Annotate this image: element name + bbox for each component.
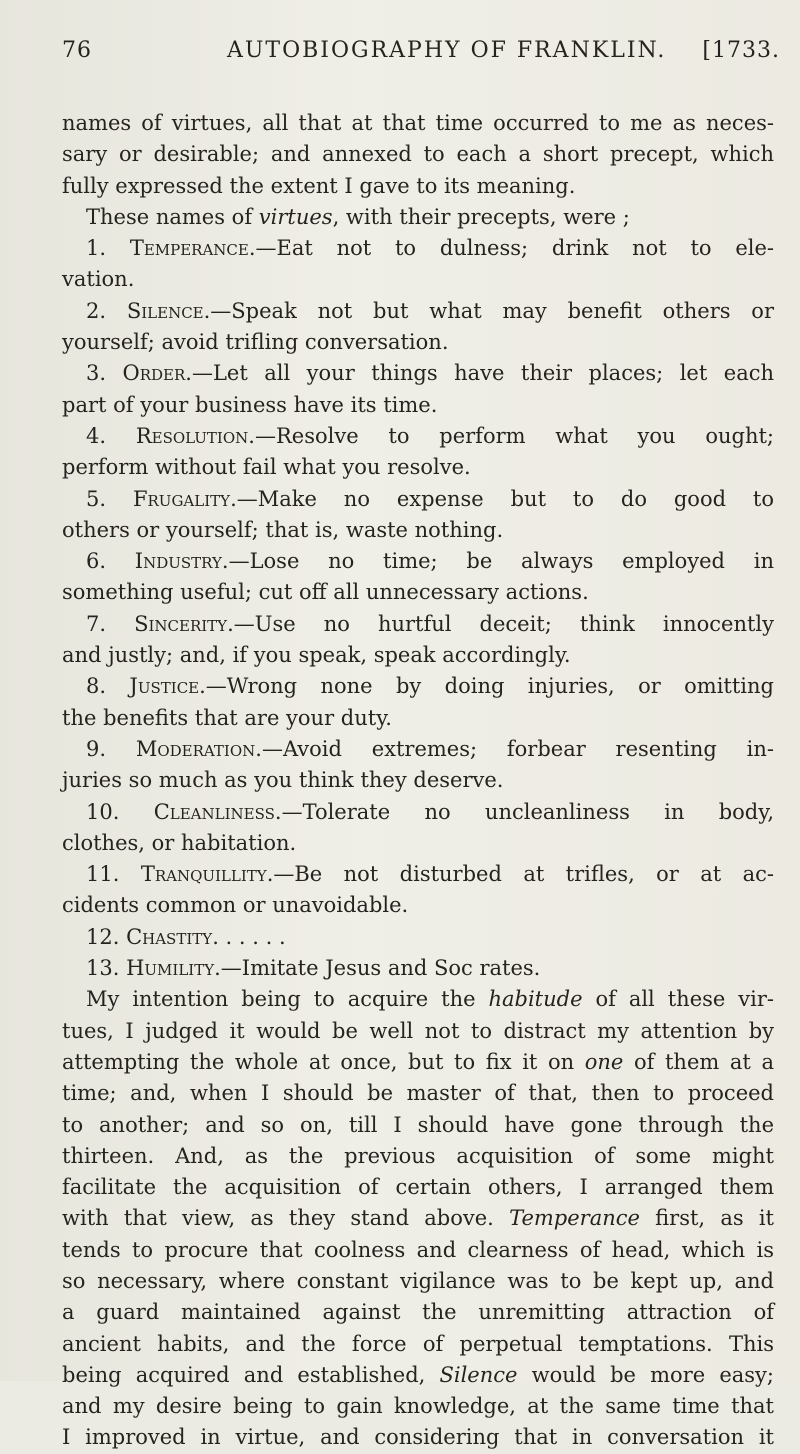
text-segment: .—Let all your things have their places; let each <box>185 361 775 386</box>
virtue-name: Silence <box>126 298 204 323</box>
text-line <box>62 1203 774 1234</box>
text-line <box>62 577 774 608</box>
text-segment: 7. <box>86 611 135 636</box>
text-line <box>62 546 774 577</box>
text-segment: cidents common or unavoidable. <box>62 893 409 918</box>
text-segment: and justly; and, if you speak, speak accordingly. <box>62 643 571 668</box>
text-line <box>62 1110 774 1141</box>
text-segment: .—Imitate Jesus and Soc rates. <box>214 956 541 981</box>
text-line <box>62 640 774 671</box>
virtue-name: Frugality <box>132 486 231 511</box>
text-segment: facilitate the acquisition of certain others, I arranged them <box>62 1175 774 1200</box>
text-segment: thirteen. And, as the previous acquisition of some might <box>62 1143 774 1168</box>
text-line <box>62 1078 774 1109</box>
text-segment: .—Eat not to dulness; drink not to ele- <box>248 236 774 261</box>
text-segment: 2. <box>86 298 127 323</box>
text-line <box>62 609 774 640</box>
text-segment: 9. <box>86 736 136 761</box>
text-line <box>62 765 774 796</box>
text-segment: 6. <box>86 549 135 574</box>
text-line <box>62 1047 774 1078</box>
text-segment: 5. <box>86 486 133 511</box>
text-segment: .—Lose no time; be always employed in <box>221 549 774 574</box>
text-segment: first, as it <box>639 1206 774 1231</box>
text-line <box>62 108 774 139</box>
virtue-name: Resolution <box>135 423 249 448</box>
text-line <box>62 515 774 546</box>
virtue-name: Chastity <box>126 924 213 949</box>
text-segment: tends to procure that coolness and clearness of head, which is <box>62 1237 774 1262</box>
text-line <box>62 1297 774 1328</box>
text-segment: .—Be not disturbed at trifles, or at ac- <box>266 862 774 887</box>
text-line <box>62 797 774 828</box>
text-line <box>62 296 774 327</box>
text-line <box>62 1235 774 1266</box>
italic-text: one <box>584 1049 624 1074</box>
text-segment: a guard maintained against the unremitting attraction of <box>62 1300 774 1325</box>
text-segment: sary or desirable; and annexed to each a short precept, which <box>62 142 774 167</box>
text-segment: vation. <box>62 267 135 292</box>
text-line <box>62 1360 774 1391</box>
text-line <box>62 139 774 170</box>
virtue-name: Justice <box>129 674 200 699</box>
text-segment: something useful; cut off all unnecessary actions. <box>62 580 589 605</box>
virtue-name: Cleanliness <box>153 799 275 824</box>
text-segment: .—Tolerate no uncleanliness in body, <box>274 799 774 824</box>
text-line <box>62 1172 774 1203</box>
text-line <box>62 1141 774 1172</box>
virtue-name: Industry <box>134 549 222 574</box>
italic-text: Temperance <box>509 1206 640 1231</box>
text-segment: others or yourself; that is, waste nothing. <box>62 517 504 542</box>
text-segment: 11. <box>86 862 141 887</box>
text-segment: tues, I judged it would be well not to distract my attention by <box>62 1018 774 1043</box>
text-line <box>62 1266 774 1297</box>
text-segment: of all these vir- <box>582 987 774 1012</box>
text-segment: with that view, as they stand above. <box>62 1206 510 1231</box>
text-segment: 8. <box>86 674 130 699</box>
header-year: [1733. <box>702 38 780 63</box>
text-line <box>62 421 774 452</box>
text-segment: . . . . . . <box>212 924 286 949</box>
text-segment: of them at a <box>623 1049 775 1074</box>
text-segment: My intention being to acquire the <box>86 987 489 1012</box>
text-segment: clothes, or habitation. <box>62 830 297 855</box>
italic-text: Silence <box>439 1362 518 1387</box>
text-line <box>62 1329 774 1360</box>
text-segment: ancient habits, and the force of perpetual temptations. This <box>62 1331 774 1356</box>
body-text <box>62 108 774 1454</box>
text-line <box>62 484 774 515</box>
text-segment: perform without fail what you resolve. <box>62 455 471 480</box>
text-line <box>62 358 774 389</box>
text-line <box>62 703 774 734</box>
text-segment: .—Wrong none by doing injuries, or omitting <box>199 674 774 699</box>
text-line <box>62 890 774 921</box>
text-segment: and my desire being to gain knowledge, at the same time that <box>62 1394 774 1419</box>
text-segment: , with their precepts, were ; <box>332 204 630 229</box>
text-segment: yourself; avoid trifling conversation. <box>62 330 449 355</box>
text-segment: time; and, when I should be master of that, then to proceed <box>62 1081 774 1106</box>
text-line <box>62 202 774 233</box>
virtue-name: Tranquillity <box>140 862 267 887</box>
text-line <box>62 922 774 953</box>
text-segment: 13. <box>86 956 127 981</box>
text-line <box>62 1391 774 1422</box>
text-segment: .—Resolve to perform what you ought; <box>248 423 774 448</box>
text-segment: 1. <box>86 236 130 261</box>
text-line <box>62 233 774 264</box>
italic-text: virtues <box>258 204 333 229</box>
text-segment: .—Speak not but what may benefit others or <box>203 298 774 323</box>
text-segment: These names of <box>86 204 259 229</box>
text-line <box>62 452 774 483</box>
text-segment: fully expressed the extent I gave to its meaning. <box>62 173 576 198</box>
text-line <box>62 671 774 702</box>
text-line <box>62 859 774 890</box>
virtue-name: Order <box>122 361 186 386</box>
text-line <box>62 1422 774 1453</box>
text-segment: I improved in virtue, and considering that in conversation it <box>62 1425 774 1450</box>
virtue-name: Humility <box>126 956 215 981</box>
italic-text: habitude <box>488 987 583 1012</box>
text-line <box>62 1016 774 1047</box>
text-segment: juries so much as you think they deserve. <box>62 768 504 793</box>
running-header <box>62 38 780 68</box>
text-line <box>62 734 774 765</box>
text-line <box>62 390 774 421</box>
text-line <box>62 953 774 984</box>
text-segment: so necessary, where constant vigilance was to be kept up, and <box>62 1268 774 1293</box>
text-segment: .—Use no hurtful deceit; think innocently <box>227 611 774 636</box>
running-title: AUTOBIOGRAPHY OF FRANKLIN. <box>227 38 667 63</box>
text-segment: 4. <box>86 423 136 448</box>
text-segment: attempting the whole at once, but to fix it on <box>62 1049 585 1074</box>
text-segment: 10. <box>86 799 154 824</box>
text-line <box>62 984 774 1015</box>
page-number: 76 <box>62 38 92 63</box>
text-segment: 3. <box>86 361 123 386</box>
text-segment: to another; and so on, till I should have gone through the <box>62 1112 774 1137</box>
text-line <box>62 171 774 202</box>
text-segment: .—Make no expense but to do good to <box>230 486 774 511</box>
text-line <box>62 828 774 859</box>
text-line <box>62 264 774 295</box>
text-segment: being acquired and established, <box>62 1362 440 1387</box>
text-segment: 12. <box>86 924 127 949</box>
virtue-name: Temperance <box>129 236 249 261</box>
virtue-name: Sincerity <box>134 611 228 636</box>
virtue-name: Moderation <box>135 736 256 761</box>
text-segment: would be more easy; <box>517 1362 774 1387</box>
text-segment: part of your business have its time. <box>62 392 438 417</box>
text-segment: the benefits that are your duty. <box>62 705 392 730</box>
text-segment: .—Avoid extremes; forbear resenting in- <box>255 736 774 761</box>
text-segment: names of virtues, all that at that time occurred to me as neces- <box>62 111 774 135</box>
text-line <box>62 327 774 358</box>
